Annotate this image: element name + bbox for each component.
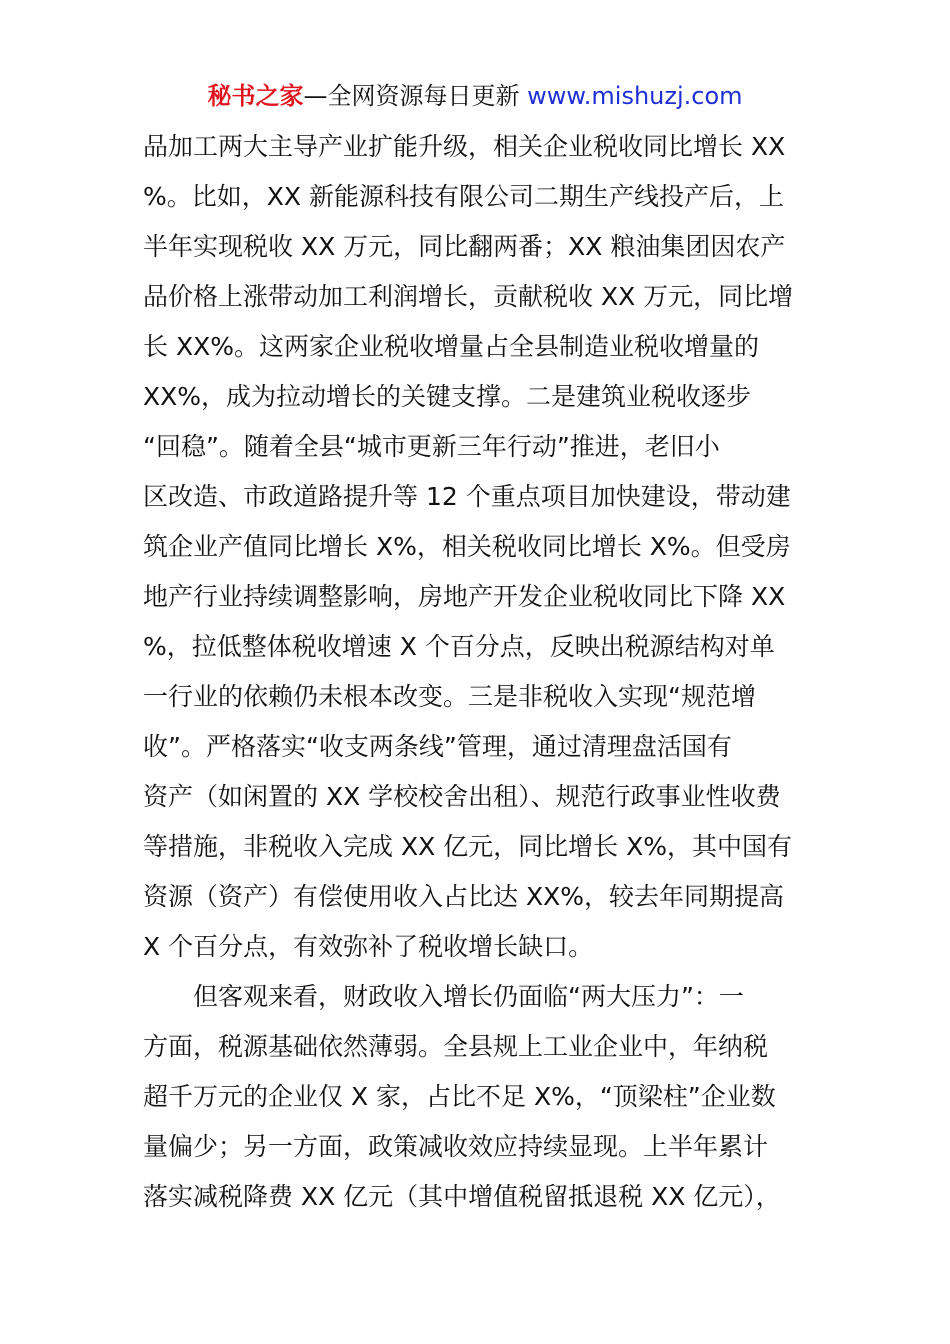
site-brand-name: 秘书之家 (207, 82, 304, 110)
text-line: XX%，成为拉动增长的关键支撑。二是建筑业税收逐步 (143, 382, 752, 411)
text-line: 量偏少；另一方面，政策减收效应持续显现。上半年累计 (143, 1132, 769, 1161)
text-line: “回稳”。随着全县“城市更新三年行动”推进，老旧小 (143, 432, 720, 461)
text-line: 一行业的依赖仍未根本改变。三是非税收入实现“规范增 (143, 682, 756, 711)
text-line: X 个百分点，有效弥补了税收增长缺口。 (143, 932, 594, 961)
document-body (143, 122, 808, 1222)
text-line: 收”。严格落实“收支两条线”管理，通过清理盘活国有 (143, 732, 732, 761)
text-line: 落实减税降费 XX 亿元（其中增值税留抵退税 XX 亿元）， (143, 1182, 781, 1211)
site-header (0, 80, 950, 112)
paragraph-start-line: 但客观来看，财政收入增长仍面临“两大压力”：一 (193, 982, 744, 1011)
text-line: 超千万元的企业仅 X 家，占比不足 X%，“顶梁柱”企业数 (143, 1082, 776, 1111)
site-url-link[interactable]: www.mishuzj.com (527, 82, 743, 110)
text-line: 地产行业持续调整影响，房地产开发企业税收同比下降 XX (143, 582, 786, 611)
text-line: %。比如，XX 新能源科技有限公司二期生产线投产后，上 (143, 182, 784, 211)
text-line: 品加工两大主导产业扩能升级，相关企业税收同比增长 XX (143, 132, 786, 161)
text-line: 长 XX%。这两家企业税收增量占全县制造业税收增量的 (143, 332, 759, 361)
text-line: 资源（资产）有偿使用收入占比达 XX%，较去年同期提高 (143, 882, 784, 911)
text-line: 品价格上涨带动加工利润增长，贡献税收 XX 万元，同比增 (143, 282, 794, 311)
text-line: 半年实现税收 XX 万元，同比翻两番；XX 粮油集团因农产 (143, 232, 786, 261)
text-line: %，拉低整体税收增速 X 个百分点，反映出税源结构对单 (143, 632, 775, 661)
site-tagline: —全网资源每日更新 (303, 82, 528, 110)
text-line: 区改造、市政道路提升等 12 个重点项目加快建设，带动建 (143, 482, 791, 511)
text-line: 方面，税源基础依然薄弱。全县规上工业企业中，年纳税 (143, 1032, 769, 1061)
text-line: 资产（如闲置的 XX 学校校舍出租）、规范行政事业性收费 (143, 782, 781, 811)
text-line: 等措施，非税收入完成 XX 亿元，同比增长 X%，其中国有 (143, 832, 792, 861)
text-line: 筑企业产值同比增长 X%，相关税收同比增长 X%。但受房 (143, 532, 791, 561)
